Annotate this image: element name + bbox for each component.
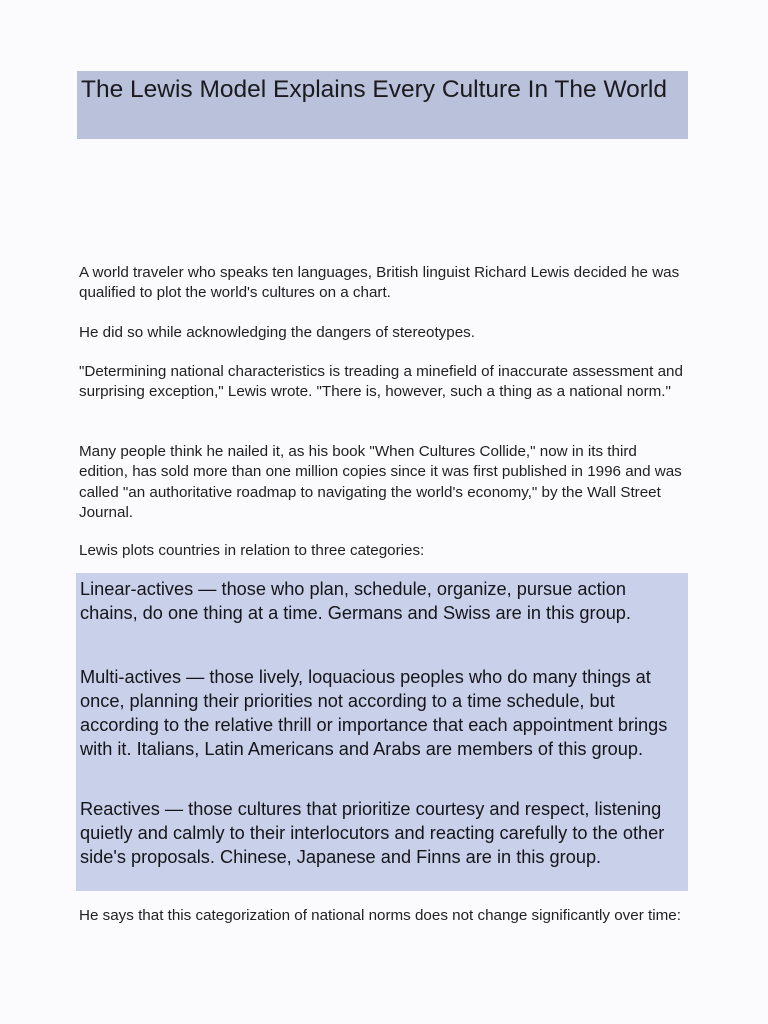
category-linear-actives: Linear-actives — those who plan, schedule, organize, pursue action chains, do one thing at a time. Germans and Swiss are in this group.: [80, 579, 631, 623]
category-reactives: Reactives — those cultures that prioritize courtesy and respect, listening quietly and calmly to their interlocutors and reacting carefully to the other side's proposals. Chinese, Japanese and Finns are in this group.: [80, 799, 665, 867]
intro-paragraph: A world traveler who speaks ten languages, British linguist Richard Lewis decided he was qualified to plot the world's cultures on a chart.: [79, 264, 680, 302]
book-paragraph: Many people think he nailed it, as his book "When Cultures Collide," now in its third edition, has sold more than one million copies since it was first published in 1996 and was called "an authoritative roadmap to navigating the world's economy," by the Wall Street Journal.: [79, 443, 682, 521]
category-multi-actives: Multi-actives — those lively, loquacious peoples who do many things at once, planning their priorities not according to a time schedule, but according to the relative thrill or importance that each appointment brings with it. Italians, Latin Americans and Arabs are members of this group.: [80, 667, 668, 759]
stereotypes-paragraph: He did so while acknowledging the dangers of stereotypes.: [79, 324, 475, 341]
quote-paragraph: "Determining national characteristics is treading a minefield of inaccurate assessment and surprising exception," Lewis wrote. "There is, however, such a thing as a national norm.": [79, 363, 683, 401]
closing-paragraph: He says that this categorization of national norms does not change significantly over time:: [79, 907, 681, 924]
document-title: The Lewis Model Explains Every Culture In The World: [81, 76, 667, 103]
categories-intro: Lewis plots countries in relation to three categories:: [79, 542, 425, 559]
